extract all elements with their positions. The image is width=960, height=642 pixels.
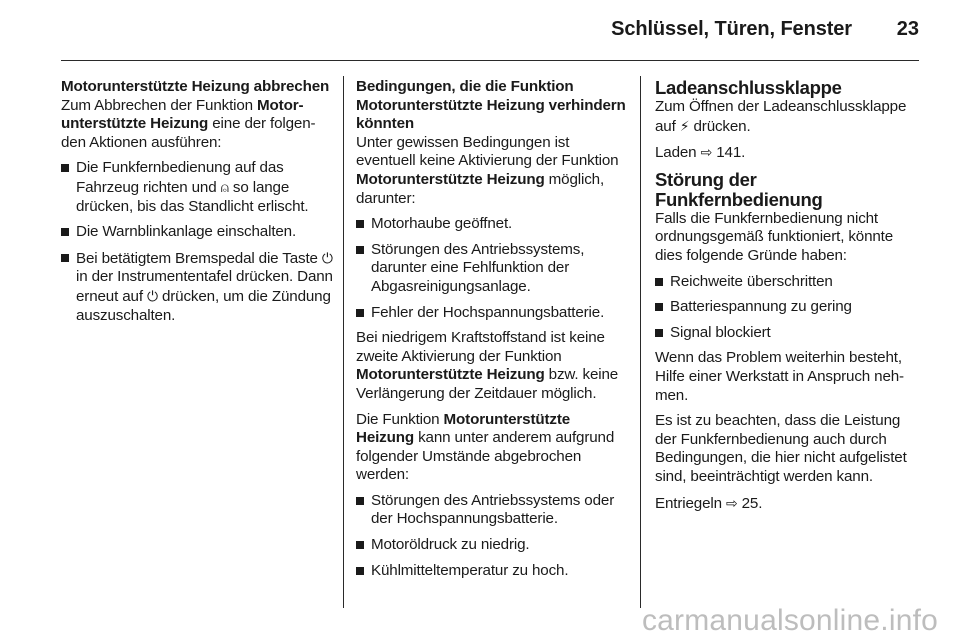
- abort-paragraph: Die Funktion Motorunterstützte Heizung kann unter anderem aufgrund folgender Umstände abgebrochen werden:: [356, 410, 615, 484]
- low-fuel-paragraph: Bei niedrigem Kraftstoffstand ist keine zweite Aktivierung der Funktion Motorunterstützte Heizung bzw. keine Verlängerung der Zeitdauer möglich.: [356, 329, 619, 402]
- column-left: [61, 78, 333, 332]
- section-heading-charge-port: Ladeanschlussklappe: [655, 77, 842, 98]
- abort-list: [356, 492, 628, 580]
- column-divider-1: [343, 76, 344, 608]
- remote-fault-paragraph: Falls die Funkfernbedienung nicht ordnungsgemäß funktioniert, könnte dies folgende Gründe haben:: [655, 209, 894, 264]
- charging-reference: Laden ⇨ 141.: [655, 144, 746, 162]
- page-reference-icon: ⇨: [725, 494, 738, 511]
- fault-reasons-list: [655, 273, 923, 343]
- power-button-icon: ⏻: [321, 249, 333, 266]
- section-heading-remote-fault: Störung der Funkfernbedienung: [655, 168, 823, 210]
- list-item: Bei betätigtem Bremspedal die Taste ⏻ in der Instrumententafel drücken. Dann erneut auf ⏻ drücken, um die Zündung auszuschalten.: [61, 249, 333, 325]
- list-item: Batteriespannung zu gering: [655, 298, 923, 317]
- list-item: Kühlmitteltemperatur zu hoch.: [356, 562, 628, 581]
- list-item: Störungen des Antriebssystems, darunter eine Fehlfunktion der Abgasreinigungsanlage.: [356, 241, 628, 297]
- charge-port-icon: ⚡: [679, 117, 690, 134]
- conditions-paragraph: Unter gewissen Bedingungen ist eventuell keine Aktivierung der Funktion Motorunterstützte Heizung möglich, darunter:: [356, 133, 619, 207]
- list-item: Reichweite überschritten: [655, 273, 923, 292]
- performance-paragraph: Es ist zu beachten, dass die Leistung der Funkfernbedienung auch durch Bedingungen, die hier nicht aufgelistet sind, beeinträchtigt werden kann.: [655, 412, 907, 485]
- list-item: Signal blockiert: [655, 324, 923, 343]
- remote-start-icon: ⍝: [220, 178, 229, 195]
- section-heading-cancel-heating: Motorunterstützte Heizung abbrechen: [61, 78, 330, 95]
- page-header-title: Schlüssel, Türen, Fenster: [611, 18, 852, 40]
- cancel-actions-list: [61, 159, 333, 325]
- column-middle: [356, 78, 628, 587]
- workshop-paragraph: Wenn das Problem weiterhin besteht, Hilfe einer Werkstatt in Anspruch nehmen.: [655, 349, 905, 404]
- unlock-reference: Entriegeln ⇨ 25.: [655, 494, 763, 512]
- list-item: Motoröldruck zu niedrig.: [356, 536, 628, 555]
- list-item: Die Warnblinkanlage einschalten.: [61, 223, 333, 242]
- power-button-icon: ⏻: [146, 287, 158, 304]
- page-reference-icon: ⇨: [700, 144, 713, 161]
- column-right: [655, 78, 923, 520]
- column-divider-2: [640, 76, 641, 608]
- list-item: Die Funkfernbedienung auf das Fahrzeug richten und ⍝ so lange drücken, bis das Standlicht erlischt.: [61, 159, 333, 216]
- list-item: Motorhaube geöffnet.: [356, 215, 628, 234]
- watermark: carmanualsonline.info: [641, 604, 938, 637]
- list-item: Störungen des Antriebssystems oder der Hochspannungsbatterie.: [356, 492, 628, 529]
- list-item: Fehler der Hochspannungsbatterie.: [356, 304, 628, 323]
- cancel-intro-paragraph: Zum Abbrechen der Funktion Motorunterstützte Heizung eine der folgenden Aktionen ausführen:: [61, 96, 316, 151]
- conditions-list: [356, 215, 628, 322]
- page-number: 23: [896, 18, 919, 40]
- charge-port-paragraph: Zum Öffnen der Ladeanschlussklappe auf ⚡ drücken.: [655, 98, 907, 135]
- header-divider: [61, 60, 919, 61]
- section-heading-conditions: Bedingungen, die die Funktion Motorunterstützte Heizung verhindern könnten: [356, 78, 626, 133]
